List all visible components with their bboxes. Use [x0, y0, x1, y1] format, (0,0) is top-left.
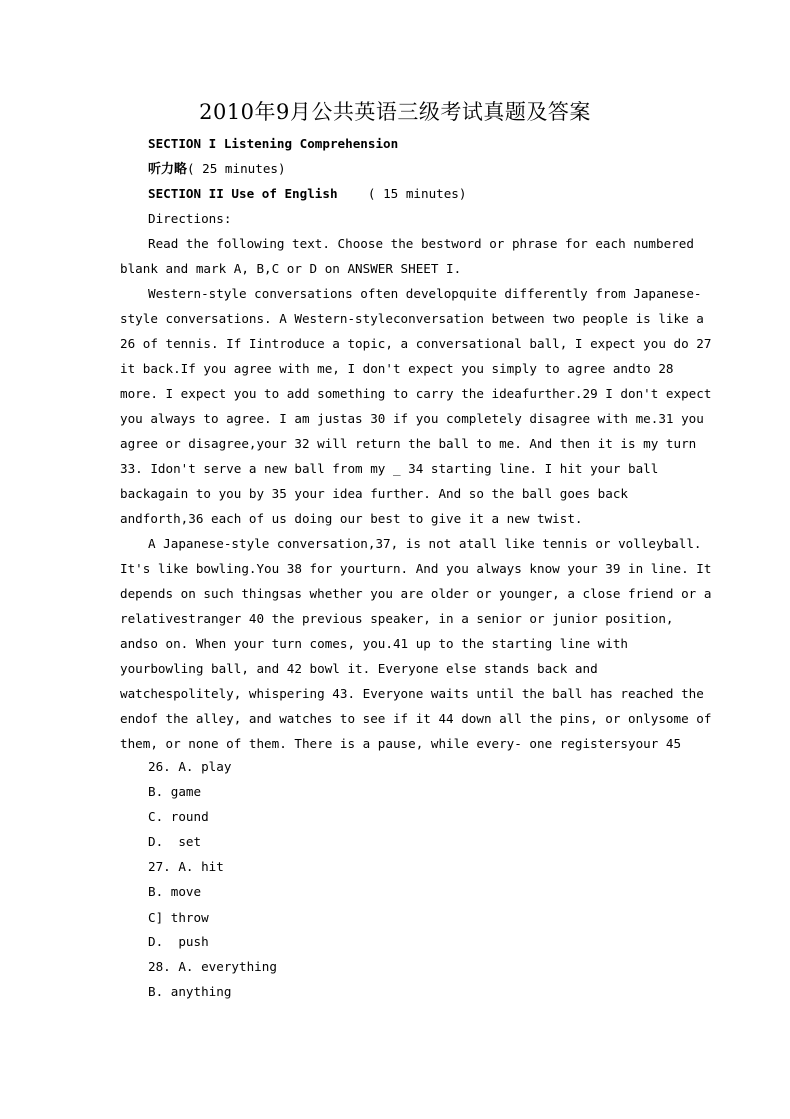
paragraph-line: It's like bowling.You 38 for yourturn. And you always know your 39 in line. It [120, 561, 712, 576]
paragraph-line: more. I expect you to add something to carry the ideafurther.29 I don't expect [120, 386, 712, 401]
option-item: 27. A. hit [148, 859, 224, 874]
document-title: 2010年9月公共英语三级考试真题及答案 [199, 100, 591, 124]
directions-label: Directions: [148, 211, 232, 226]
option-item: 28. A. everything [148, 959, 277, 974]
option-item: B. move [148, 884, 202, 899]
paragraph-line: 33. Idon't serve a new ball from my _ 34 starting line. I hit your ball [120, 461, 659, 476]
section1-heading: SECTION I Listening Comprehension [148, 136, 399, 151]
paragraph-line: andforth,36 each of us doing our best to give it a new twist. [120, 511, 583, 526]
paragraph-line: blank and mark A, B,C or D on ANSWER SHEET I. [120, 261, 462, 276]
paragraph-line: A Japanese-style conversation,37, is not atall like tennis or volleyball. [148, 536, 702, 551]
paragraph-line: relativestranger 40 the previous speaker, in a senior or junior position, [120, 611, 674, 626]
paragraph-line: 26 of tennis. If Iintroduce a topic, a conversational ball, I expect you do 27 [120, 336, 712, 351]
option-item: B. anything [148, 984, 232, 999]
paragraph-line: Western-style conversations often developquite differently from Japanese- [148, 286, 702, 301]
paragraph-line: watchespolitely, whispering 43. Everyone waits until the ball has reached the [120, 686, 704, 701]
paragraph-line: depends on such thingsas whether you are older or younger, a close friend or a [120, 586, 712, 601]
paragraph-line: andso on. When your turn comes, you.41 up to the starting line with [120, 636, 628, 651]
option-item: B. game [148, 784, 202, 799]
section1-note-cn: 听力略 [148, 162, 188, 177]
section2-time: ( 15 minutes) [367, 186, 467, 201]
paragraph-line: it back.If you agree with me, I don't expect you simply to agree andto 28 [120, 361, 674, 376]
section1-note-time: ( 25 minutes) [187, 161, 286, 176]
option-item: D. push [148, 934, 209, 949]
paragraph-line: Read the following text. Choose the bestword or phrase for each numbered [148, 236, 694, 251]
section2-heading-line [148, 186, 466, 201]
paragraph-line: backagain to you by 35 your idea further. And so the ball goes back [120, 486, 628, 501]
paragraph-line: agree or disagree,your 32 will return the ball to me. And then it is my turn [120, 436, 697, 451]
paragraph-line: them, or none of them. There is a pause, while every- one registersyour 45 [120, 736, 682, 751]
section2-heading: SECTION II Use of English [148, 186, 338, 201]
paragraph-line: style conversations. A Western-styleconversation between two people is like a [120, 311, 704, 326]
section1-note [148, 158, 286, 177]
option-item: C] throw [148, 910, 209, 925]
paragraph-line: you always to agree. I am justas 30 if you completely disagree with me.31 you [120, 411, 704, 426]
option-item: 26. A. play [148, 759, 232, 774]
option-item: D. set [148, 834, 202, 849]
paragraph-line: endof the alley, and watches to see if it 44 down all the pins, or onlysome of [120, 711, 712, 726]
paragraph-line: yourbowling ball, and 42 bowl it. Everyone else stands back and [120, 661, 598, 676]
option-item: C. round [148, 809, 209, 824]
